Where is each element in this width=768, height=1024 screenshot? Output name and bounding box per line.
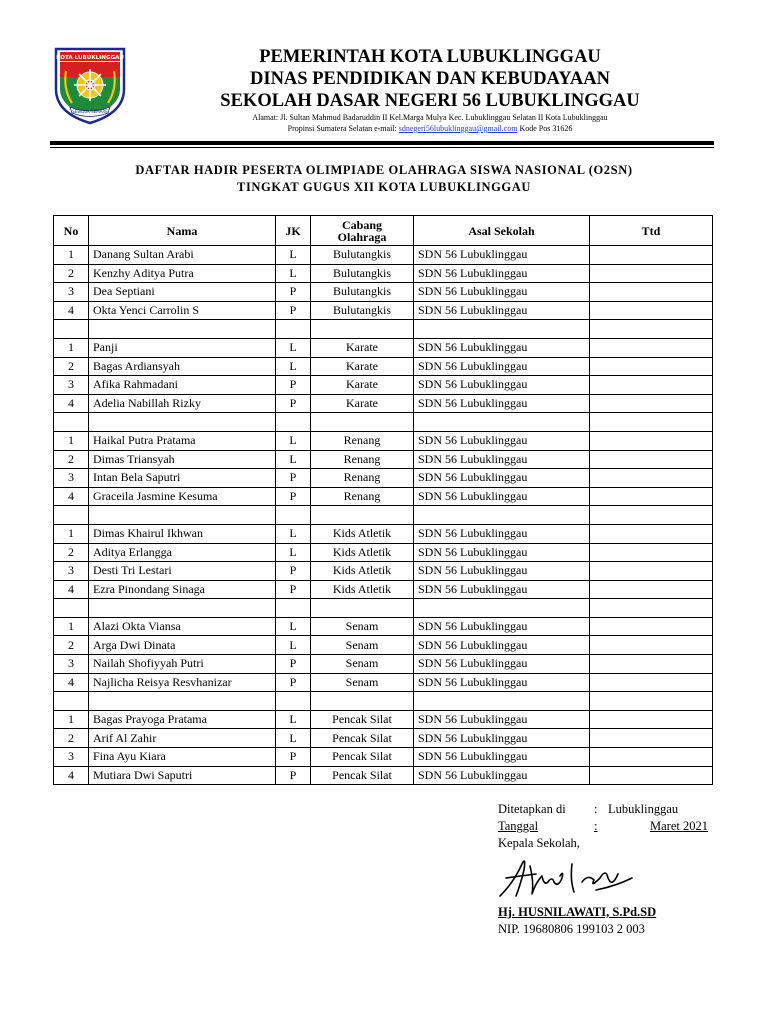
cell-cabang: [311, 413, 414, 432]
table-spacer-row: [54, 692, 713, 711]
table-row: [54, 431, 713, 450]
cell-nama: Aditya Erlangga: [89, 543, 276, 562]
header-cabang: [311, 216, 414, 246]
table-spacer-row: [54, 320, 713, 339]
cell-cabang: [311, 506, 414, 525]
cell-jk: [276, 599, 311, 618]
cell-jk: L: [276, 264, 311, 283]
tanggal-row: [498, 818, 718, 835]
ditetapkan-colon: :: [594, 802, 598, 816]
cell-nama: Mutiara Dwi Saputri: [89, 766, 276, 785]
cell-ttd: [590, 710, 713, 729]
cell-nama: [89, 506, 276, 525]
table-row: [54, 301, 713, 320]
cell-asal-sekolah: SDN 56 Lubuklinggau: [414, 673, 590, 692]
cell-cabang: Karate: [311, 338, 414, 357]
cell-no: 4: [54, 580, 89, 599]
cell-asal-sekolah: SDN 56 Lubuklinggau: [414, 394, 590, 413]
cell-no: 2: [54, 636, 89, 655]
cell-jk: L: [276, 450, 311, 469]
cell-ttd: [590, 264, 713, 283]
cell-ttd: [590, 580, 713, 599]
cell-nama: Panji: [89, 338, 276, 357]
cell-ttd: [590, 599, 713, 618]
table-row: [54, 673, 713, 692]
document-title: DAFTAR HADIR PESERTA OLIMPIADE OLAHRAGA SISWA NASIONAL (O2SN): [135, 163, 633, 177]
table-row: [54, 376, 713, 395]
cell-nama: Nailah Shofiyyah Putri: [89, 655, 276, 674]
cell-ttd: [590, 729, 713, 748]
cell-cabang: Karate: [311, 376, 414, 395]
province-text: Propinsi Sumatera Selatan e-mail:: [287, 124, 399, 133]
cell-nama: Okta Yenci Carrolin S: [89, 301, 276, 320]
cell-no: [54, 692, 89, 711]
table-spacer-row: [54, 506, 713, 525]
cell-ttd: [590, 283, 713, 302]
cell-ttd: [590, 562, 713, 581]
cell-nama: Kenzhy Aditya Putra: [89, 264, 276, 283]
table-row: [54, 357, 713, 376]
table-row: [54, 636, 713, 655]
header-cabang-line2: Olahraga: [337, 229, 387, 244]
cell-ttd: [590, 655, 713, 674]
header-nama: Nama: [89, 216, 276, 246]
cell-no: [54, 599, 89, 618]
table-row: [54, 710, 713, 729]
cell-no: 4: [54, 766, 89, 785]
cell-jk: P: [276, 766, 311, 785]
cell-ttd: [590, 431, 713, 450]
cell-ttd: [590, 487, 713, 506]
cell-no: [54, 413, 89, 432]
cell-nama: Danang Sultan Arabi: [89, 246, 276, 265]
cell-nama: [89, 599, 276, 618]
letterhead-contact: [150, 123, 710, 134]
cell-asal-sekolah: SDN 56 Lubuklinggau: [414, 748, 590, 767]
cell-jk: P: [276, 580, 311, 599]
cell-no: 2: [54, 729, 89, 748]
cell-nama: Graceila Jasmine Kesuma: [89, 487, 276, 506]
cell-jk: [276, 413, 311, 432]
tanggal-value: Maret 2021: [650, 819, 708, 833]
table-row: [54, 246, 713, 265]
logo-text: KOTA LUBUKLINGGAU: [56, 55, 124, 61]
header-ttd: Ttd: [590, 216, 713, 246]
cell-jk: [276, 506, 311, 525]
cell-no: 3: [54, 283, 89, 302]
cell-nama: Arif Al Zahir: [89, 729, 276, 748]
cell-asal-sekolah: SDN 56 Lubuklinggau: [414, 766, 590, 785]
cell-cabang: Bulutangkis: [311, 264, 414, 283]
cell-no: 4: [54, 487, 89, 506]
signature-block: [498, 801, 718, 852]
table-spacer-row: [54, 599, 713, 618]
table-row: [54, 617, 713, 636]
cell-ttd: [590, 301, 713, 320]
table-row: [54, 264, 713, 283]
table-spacer-row: [54, 413, 713, 432]
cell-asal-sekolah: SDN 56 Lubuklinggau: [414, 357, 590, 376]
table-row: [54, 543, 713, 562]
cell-cabang: Pencak Silat: [311, 766, 414, 785]
cell-nama: Bagas Prayoga Pratama: [89, 710, 276, 729]
cell-jk: P: [276, 376, 311, 395]
table-row: [54, 450, 713, 469]
cell-cabang: Pencak Silat: [311, 710, 414, 729]
cell-cabang: Senam: [311, 655, 414, 674]
cell-cabang: Bulutangkis: [311, 283, 414, 302]
cell-jk: P: [276, 655, 311, 674]
cell-jk: L: [276, 543, 311, 562]
cell-jk: L: [276, 338, 311, 357]
cell-asal-sekolah: SDN 56 Lubuklinggau: [414, 562, 590, 581]
letterhead-rule-thin: [50, 147, 714, 148]
cell-jk: P: [276, 283, 311, 302]
cell-nama: Najlicha Reisya Resvhanizar: [89, 673, 276, 692]
document-subtitle: TINGKAT GUGUS XII KOTA LUBUKLINGGAU: [237, 180, 531, 194]
cell-nama: Haikal Putra Pratama: [89, 431, 276, 450]
cell-ttd: [590, 450, 713, 469]
cell-cabang: Senam: [311, 617, 414, 636]
cell-ttd: [590, 766, 713, 785]
cell-asal-sekolah: SDN 56 Lubuklinggau: [414, 543, 590, 562]
cell-cabang: Bulutangkis: [311, 246, 414, 265]
cell-cabang: Renang: [311, 431, 414, 450]
logo-motto: SEBIDUK SEMARE: [72, 109, 108, 114]
cell-no: 3: [54, 655, 89, 674]
letterhead-department: DINAS PENDIDIKAN DAN KEBUDAYAAN: [250, 69, 610, 89]
table-body: [54, 246, 713, 785]
table-row: [54, 580, 713, 599]
ditetapkan-value: Lubuklinggau: [608, 802, 679, 816]
cell-asal-sekolah: SDN 56 Lubuklinggau: [414, 636, 590, 655]
cell-asal-sekolah: SDN 56 Lubuklinggau: [414, 469, 590, 488]
cell-jk: L: [276, 524, 311, 543]
cell-jk: [276, 692, 311, 711]
cell-nama: Dimas Khairul Ikhwan: [89, 524, 276, 543]
table-row: [54, 394, 713, 413]
cell-no: [54, 506, 89, 525]
cell-ttd: [590, 617, 713, 636]
letterhead-school: SEKOLAH DASAR NEGERI 56 LUBUKLINGGAU: [220, 91, 640, 111]
table-row: [54, 562, 713, 581]
header-jk: JK: [276, 216, 311, 246]
kepala-sekolah-label: Kepala Sekolah,: [498, 836, 580, 850]
letterhead: [150, 46, 710, 134]
cell-nama: Dimas Triansyah: [89, 450, 276, 469]
cell-jk: P: [276, 748, 311, 767]
cell-jk: L: [276, 357, 311, 376]
cell-no: 3: [54, 748, 89, 767]
cell-cabang: Kids Atletik: [311, 562, 414, 581]
cell-ttd: [590, 673, 713, 692]
ditetapkan-row: [498, 801, 718, 818]
cell-asal-sekolah: [414, 320, 590, 339]
cell-no: 2: [54, 357, 89, 376]
cell-asal-sekolah: SDN 56 Lubuklinggau: [414, 617, 590, 636]
cell-jk: L: [276, 617, 311, 636]
cell-jk: P: [276, 673, 311, 692]
cell-asal-sekolah: [414, 506, 590, 525]
table-row: [54, 283, 713, 302]
table-row: [54, 469, 713, 488]
cell-asal-sekolah: SDN 56 Lubuklinggau: [414, 283, 590, 302]
cell-cabang: Pencak Silat: [311, 729, 414, 748]
cell-nama: Arga Dwi Dinata: [89, 636, 276, 655]
cell-no: 2: [54, 264, 89, 283]
cell-nama: Alazi Okta Viansa: [89, 617, 276, 636]
letterhead-rule-thick: [50, 141, 714, 145]
cell-cabang: Senam: [311, 636, 414, 655]
table-row: [54, 655, 713, 674]
cell-no: 2: [54, 543, 89, 562]
cell-nama: Adelia Nabillah Rizky: [89, 394, 276, 413]
cell-ttd: [590, 692, 713, 711]
cell-ttd: [590, 376, 713, 395]
cell-nama: [89, 413, 276, 432]
cell-jk: L: [276, 636, 311, 655]
cell-jk: P: [276, 469, 311, 488]
cell-nama: Intan Bela Saputri: [89, 469, 276, 488]
cell-asal-sekolah: SDN 56 Lubuklinggau: [414, 301, 590, 320]
cell-no: 1: [54, 431, 89, 450]
cell-jk: L: [276, 246, 311, 265]
cell-no: 4: [54, 394, 89, 413]
cell-asal-sekolah: SDN 56 Lubuklinggau: [414, 431, 590, 450]
handwritten-signature: [496, 852, 636, 902]
cell-no: 3: [54, 562, 89, 581]
letterhead-government: PEMERINTAH KOTA LUBUKLINGGAU: [259, 47, 601, 67]
cell-ttd: [590, 636, 713, 655]
cell-jk: P: [276, 394, 311, 413]
table-row: [54, 766, 713, 785]
ditetapkan-label: Ditetapkan di: [498, 802, 566, 816]
cell-no: 3: [54, 469, 89, 488]
cell-jk: L: [276, 431, 311, 450]
cell-nama: Dea Septiani: [89, 283, 276, 302]
table-header-row: [54, 216, 713, 246]
cell-ttd: [590, 413, 713, 432]
cell-ttd: [590, 357, 713, 376]
cell-nama: Fina Ayu Kiara: [89, 748, 276, 767]
cell-ttd: [590, 506, 713, 525]
cell-asal-sekolah: SDN 56 Lubuklinggau: [414, 338, 590, 357]
cell-asal-sekolah: [414, 599, 590, 618]
cell-jk: [276, 320, 311, 339]
table-row: [54, 524, 713, 543]
cell-asal-sekolah: SDN 56 Lubuklinggau: [414, 246, 590, 265]
table-row: [54, 487, 713, 506]
cell-no: [54, 320, 89, 339]
cell-cabang: [311, 320, 414, 339]
cell-nama: Afika Rahmadani: [89, 376, 276, 395]
cell-ttd: [590, 469, 713, 488]
cell-cabang: [311, 599, 414, 618]
cell-asal-sekolah: SDN 56 Lubuklinggau: [414, 264, 590, 283]
cell-asal-sekolah: SDN 56 Lubuklinggau: [414, 655, 590, 674]
cell-cabang: Renang: [311, 487, 414, 506]
header-no: No: [54, 216, 89, 246]
cell-nama: [89, 320, 276, 339]
cell-no: 1: [54, 617, 89, 636]
cell-ttd: [590, 320, 713, 339]
attendance-table: [53, 215, 713, 785]
cell-no: 3: [54, 376, 89, 395]
cell-cabang: Karate: [311, 394, 414, 413]
cell-asal-sekolah: SDN 56 Lubuklinggau: [414, 450, 590, 469]
cell-no: 4: [54, 301, 89, 320]
cell-asal-sekolah: SDN 56 Lubuklinggau: [414, 580, 590, 599]
city-logo: [52, 45, 128, 125]
cell-asal-sekolah: [414, 413, 590, 432]
cell-ttd: [590, 338, 713, 357]
cell-ttd: [590, 246, 713, 265]
cell-jk: P: [276, 487, 311, 506]
cell-no: 1: [54, 338, 89, 357]
cell-nama: Desti Tri Lestari: [89, 562, 276, 581]
cell-asal-sekolah: SDN 56 Lubuklinggau: [414, 524, 590, 543]
cell-no: 2: [54, 450, 89, 469]
cell-no: 1: [54, 246, 89, 265]
signer-name: Hj. HUSNILAWATI, S.Pd.SD: [498, 905, 657, 919]
letterhead-address: Alamat: Jl. Sultan Mahmud Badaruddin II Kel.Marga Mulya Kec. Lubuklinggau Selatan II Kota Lubuklinggau: [252, 113, 608, 122]
cell-ttd: [590, 543, 713, 562]
cell-cabang: Renang: [311, 450, 414, 469]
cell-cabang: Kids Atletik: [311, 524, 414, 543]
cell-ttd: [590, 394, 713, 413]
signer-nip: NIP. 19680806 199103 2 003: [498, 922, 645, 936]
table-row: [54, 748, 713, 767]
cell-cabang: Renang: [311, 469, 414, 488]
email-link[interactable]: sdnegeri56lubuklinggau@gmail.com: [398, 124, 518, 133]
cell-asal-sekolah: SDN 56 Lubuklinggau: [414, 729, 590, 748]
cell-cabang: Senam: [311, 673, 414, 692]
cell-ttd: [590, 524, 713, 543]
cell-jk: P: [276, 562, 311, 581]
cell-nama: [89, 692, 276, 711]
cell-no: 1: [54, 524, 89, 543]
cell-nama: Bagas Ardiansyah: [89, 357, 276, 376]
cell-jk: P: [276, 301, 311, 320]
tanggal-colon: :: [594, 819, 598, 833]
cell-nama: Ezra Pinondang Sinaga: [89, 580, 276, 599]
cell-asal-sekolah: SDN 56 Lubuklinggau: [414, 376, 590, 395]
table-row: [54, 338, 713, 357]
header-cabang-line1: Cabang: [341, 217, 382, 232]
cell-cabang: Kids Atletik: [311, 543, 414, 562]
header-asal-sekolah: Asal Sekolah: [414, 216, 590, 246]
cell-asal-sekolah: SDN 56 Lubuklinggau: [414, 487, 590, 506]
postal-code: Kode Pos 31626: [517, 124, 573, 133]
cell-jk: L: [276, 729, 311, 748]
cell-no: 4: [54, 673, 89, 692]
cell-ttd: [590, 748, 713, 767]
cell-cabang: Karate: [311, 357, 414, 376]
cell-cabang: Kids Atletik: [311, 580, 414, 599]
cell-cabang: Bulutangkis: [311, 301, 414, 320]
cell-cabang: [311, 692, 414, 711]
cell-cabang: Pencak Silat: [311, 748, 414, 767]
cell-asal-sekolah: [414, 692, 590, 711]
table-row: [54, 729, 713, 748]
cell-no: 1: [54, 710, 89, 729]
tanggal-label: Tanggal: [498, 819, 539, 833]
cell-jk: L: [276, 710, 311, 729]
cell-asal-sekolah: SDN 56 Lubuklinggau: [414, 710, 590, 729]
